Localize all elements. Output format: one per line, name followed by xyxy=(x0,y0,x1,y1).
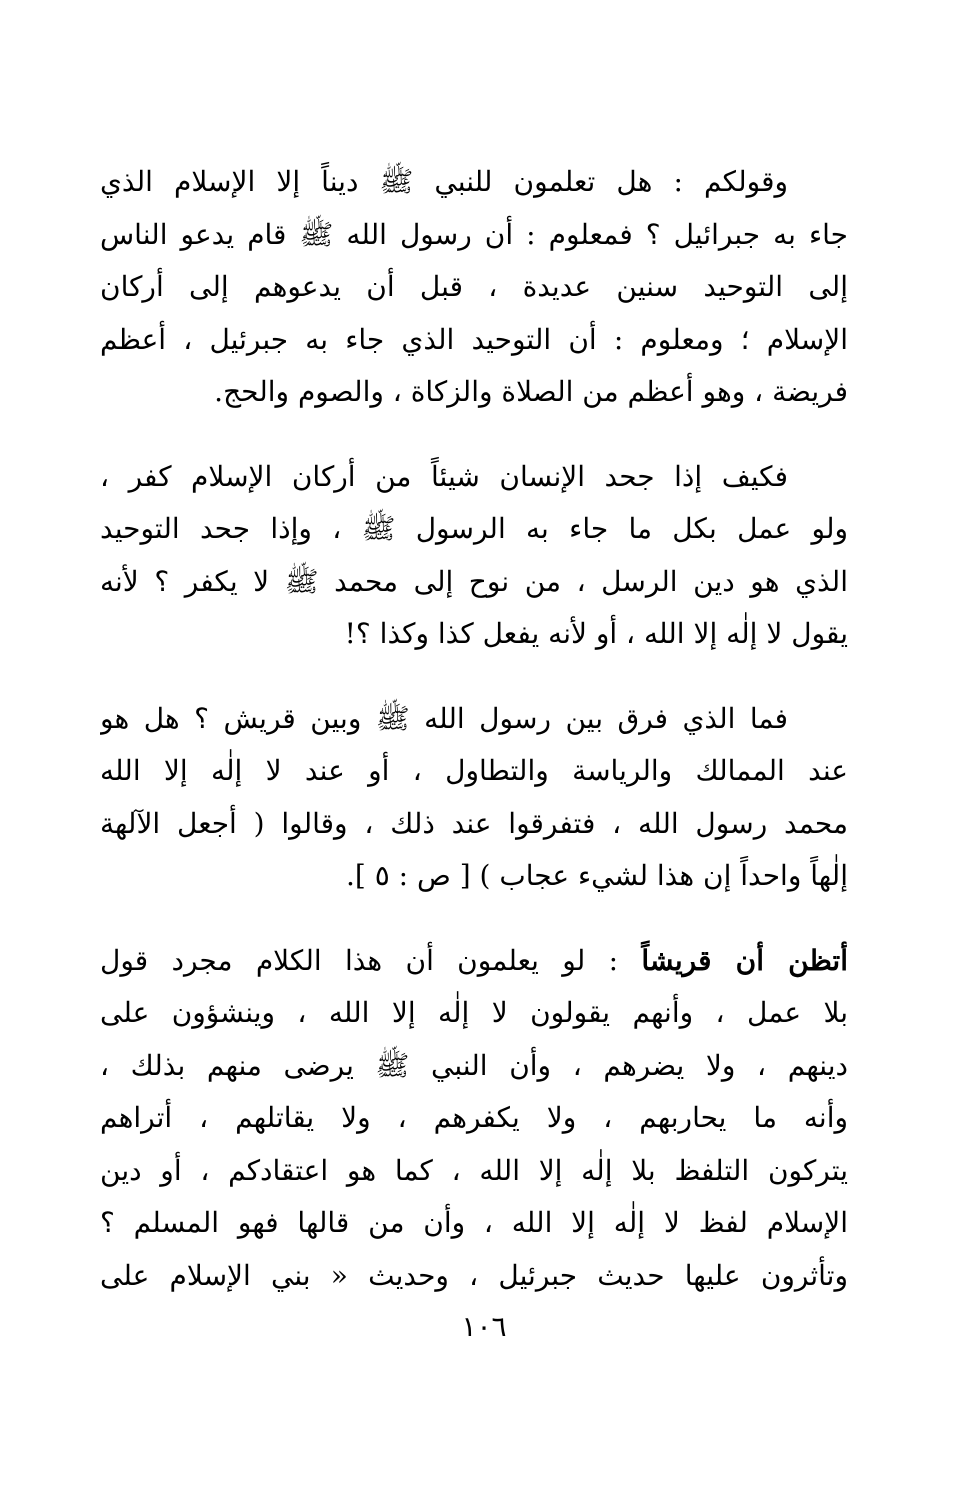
text-line: يقول لا إلٰه إلا الله ، أو لأنه يفعل كذا وكذا ؟! xyxy=(344,617,848,650)
text-line: بلا عمل ، وأنهم يقولون لا إلٰه إلا الله ، وينشؤون على xyxy=(100,996,848,1029)
text-line: فريضة ، وهو أعظم من الصلاة والزكاة ، والصوم والحج. xyxy=(214,375,848,408)
text-line: ولو عمل بكل ما جاء به الرسول ﷺ ، وإذا جحد التوحيد xyxy=(100,512,848,545)
text-line: وتأثرون عليها حديث جبرئيل ، وحديث « بني الإسلام على xyxy=(100,1258,848,1292)
paragraph-3 xyxy=(100,693,848,903)
text-line: فما الذي فرق بين رسول الله ﷺ وبين قريش ؟ هل هو xyxy=(100,701,789,735)
paragraph-2 xyxy=(100,451,848,661)
body-text xyxy=(100,156,848,1302)
paragraph-4 xyxy=(100,935,848,1303)
text-line: دينهم ، ولا يضرهم ، وأن النبي ﷺ يرضى منهم بذلك ، xyxy=(100,1048,848,1082)
page-number: ١٠٦ xyxy=(461,1310,507,1343)
text-line: الإسلام ؛ ومعلوم : أن التوحيد الذي جاء به جبرئيل ، أعظم xyxy=(100,322,848,356)
text-line: عند الممالك والرياسة والتطاول ، أو عند لا إلٰه إلا الله xyxy=(100,754,848,787)
paragraph-1 xyxy=(100,156,848,419)
text-line: إلى التوحيد سنين عديدة ، قبل أن يدعوهم إلى أركان xyxy=(100,270,848,303)
text-line: وقولكم : هل تعلمون للنبي ﷺ ديناً إلا الإسلام الذي xyxy=(100,165,788,198)
text-line: يتركون التلفظ بلا إلٰه إلا الله ، كما هو اعتقادكم ، أو دين xyxy=(100,1153,848,1187)
text-line-rest: : لو يعلمون أن هذا الكلام مجرد قول xyxy=(100,943,618,977)
text-line: فكيف إذا جحد الإنسان شيئاً من أركان الإسلام كفر ، xyxy=(100,459,788,493)
text-line xyxy=(100,935,848,988)
text-line: جاء به جبرائيل ؟ فمعلوم : أن رسول الله ﷺ قام يدعو الناس xyxy=(100,217,848,251)
text-line: الذي هو دين الرسل ، من نوح إلى محمد ﷺ لا يكفر ؟ لأنه xyxy=(100,564,848,598)
bold-lead-phrase: أتظن أن قريشاً xyxy=(641,943,848,977)
text-line: محمد رسول الله ، فتفرقوا عند ذلك ، وقالوا ( أجعل الآلهة xyxy=(100,806,848,840)
text-line: الإسلام لفظ لا إلٰه إلا الله ، وأن من قالها فهو المسلم ؟ xyxy=(100,1206,848,1239)
text-line: وأنه ما يحاربهم ، ولا يكفرهم ، ولا يقاتلهم ، أتراهم xyxy=(100,1101,848,1134)
text-line: إلٰهاً واحداً إن هذا لشيء عجاب ) [ ص : ٥ ]. xyxy=(345,859,848,892)
